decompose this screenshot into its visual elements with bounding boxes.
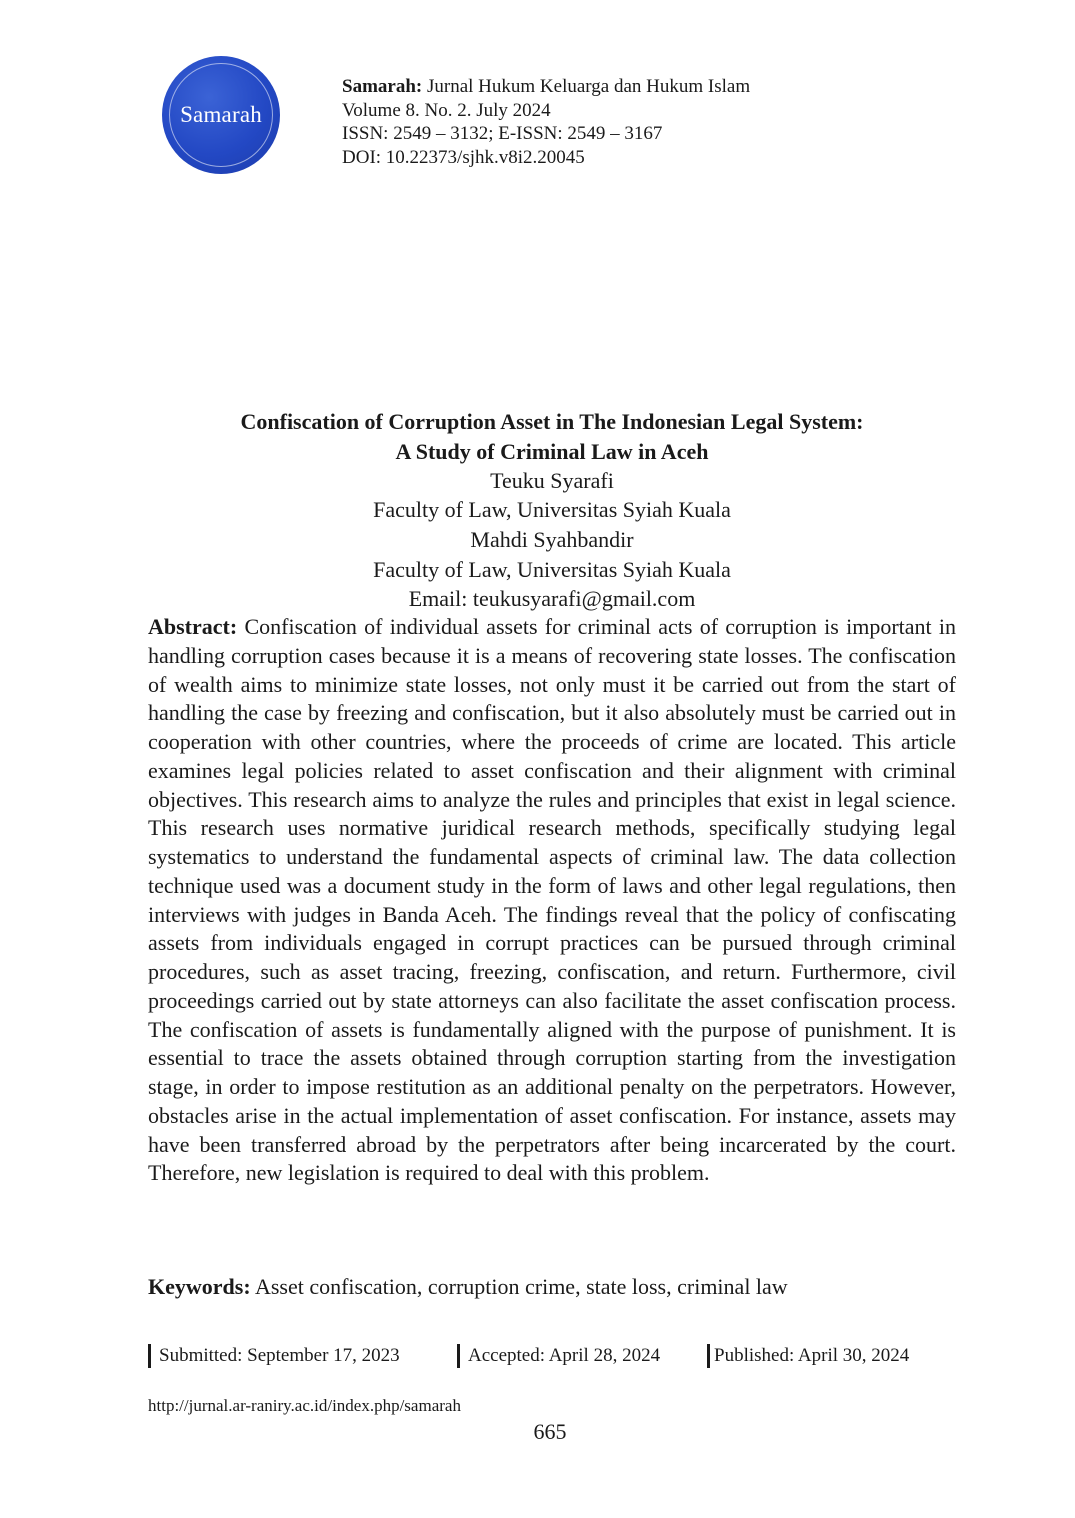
accepted-value: : April 28, 2024 (539, 1345, 661, 1366)
journal-doi: DOI: 10.22373/sjhk.v8i2.20045 (342, 146, 585, 168)
journal-name: Samarah: (342, 76, 423, 97)
accepted-date (457, 1344, 660, 1368)
abstract-label: Abstract: (148, 614, 238, 639)
journal-info (342, 75, 750, 169)
author-email: Email: teukusyarafi@gmail.com (408, 586, 696, 611)
published-date (707, 1344, 909, 1368)
keywords-text: Asset confiscation, corruption crime, state loss, criminal law (250, 1274, 788, 1299)
published-value: : April 30, 2024 (788, 1345, 910, 1366)
author-name-1: Teuku Syarafi (490, 468, 614, 493)
author-affiliation-1: Faculty of Law, Universitas Syiah Kuala (373, 497, 731, 522)
author-affiliation-2: Faculty of Law, Universitas Syiah Kuala (373, 557, 731, 582)
paper-title (148, 407, 956, 466)
journal-issn: ISSN: 2549 – 3132; E-ISSN: 2549 – 3167 (342, 123, 663, 144)
keywords-label: Keywords: (148, 1274, 251, 1299)
abstract-text: Confiscation of individual assets for criminal acts of corruption is important in handling corruption cases because it is a means of recovering state losses. The confiscation of wealth aims to minimize state losses, not only must it be carried out from the start of handling the case by freezing and confiscation, but it also absolutely must be carried out in cooperation with other countries, where the proceeds of crime are located. This article examines legal policies related to asset confiscation and their alignment with criminal objectives. This research aims to analyze the rules and principles that exist in legal science. This research uses normative juridical research methods, specifically studying legal systematics to understand the fundamental aspects of criminal law. The data collection technique used was a document study in the form of laws and other legal regulations, then interviews with judges in Banda Aceh. The findings reveal that the policy of confiscating assets from individuals engaged in corrupt practices can be pursued through criminal procedures, such as asset tracing, freezing, confiscation, and return. Furthermore, civil proceedings carried out by state attorneys can also facilitate the asset confiscation process. The confiscation of assets is fundamentally aligned with the purpose of punishment. It is essential to trace the assets obtained through corruption starting from the investigation stage, in order to impose restitution as an additional penalty on the perpetrators. However, obstacles arise in the actual implementation of asset confiscation. For instance, assets may have been transferred abroad by the perpetrators after being incarcerated by the court. Therefore, new legislation is required to deal with this problem. (148, 614, 956, 1186)
logo-text: Samarah (180, 102, 262, 127)
divider-bar (148, 1344, 151, 1368)
journal-volume: Volume 8. No. 2. July 2024 (342, 99, 551, 121)
published-label: Published (714, 1345, 789, 1366)
journal-title-line (342, 75, 750, 99)
divider-bar (707, 1344, 710, 1368)
submitted-date (148, 1344, 400, 1368)
divider-bar (457, 1344, 460, 1368)
submitted-label: Submitted (159, 1345, 238, 1366)
journal-subtitle: Jurnal Hukum Keluarga dan Hukum Islam (422, 76, 751, 97)
journal-logo (162, 56, 280, 174)
title-line-1: Confiscation of Corruption Asset in The Indonesian Legal System: (240, 409, 864, 434)
author-name-2: Mahdi Syahbandir (470, 527, 634, 552)
keywords (148, 1274, 788, 1300)
title-line-2: A Study of Criminal Law in Aceh (395, 438, 709, 464)
abstract (148, 613, 956, 1188)
accepted-label: Accepted (468, 1345, 540, 1366)
submitted-value: : September 17, 2023 (237, 1345, 400, 1366)
journal-url[interactable]: http://jurnal.ar-raniry.ac.id/index.php/samarah (148, 1396, 461, 1415)
page-number: 665 (533, 1419, 567, 1444)
